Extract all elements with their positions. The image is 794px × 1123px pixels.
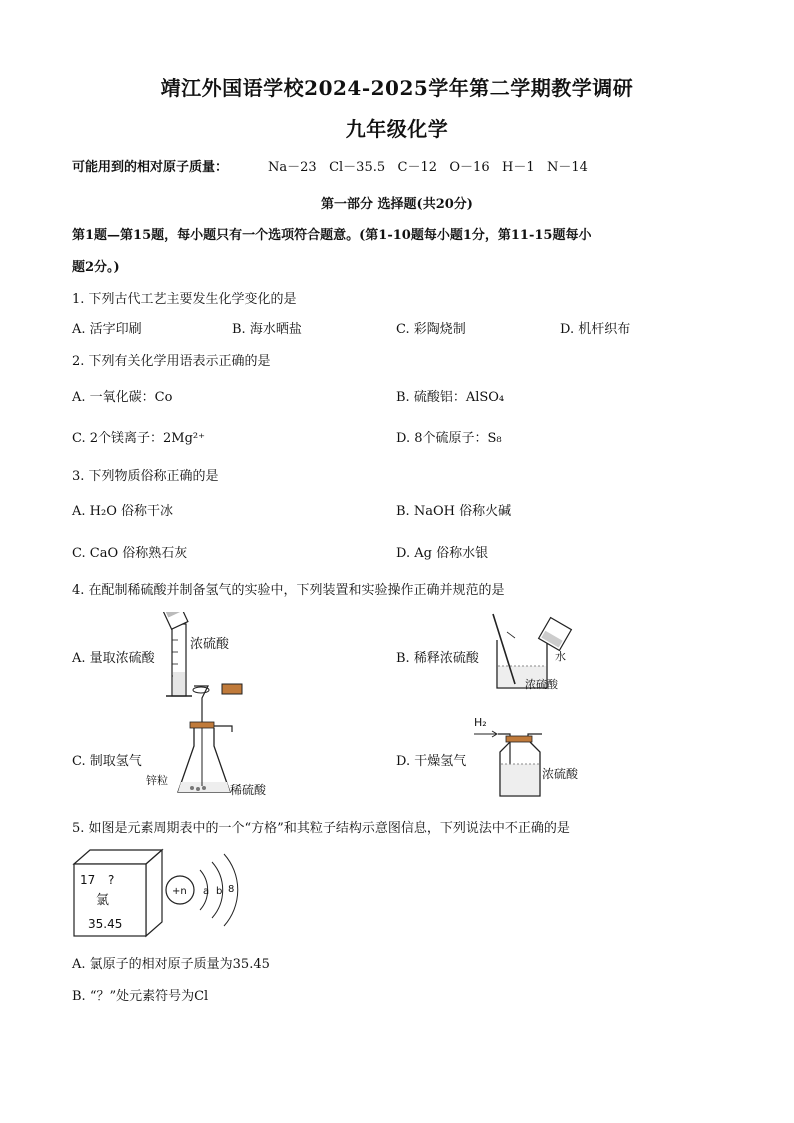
q1-option-d: D. 机杆织布	[560, 322, 631, 337]
q2-option-a: A. 一氧化碳：Co	[72, 390, 173, 405]
question-5-stem: 5. 如图是元素周期表中的一个“方格”和其粒子结构示意图信息，下列说法中不正确的是	[72, 821, 570, 836]
figure-dilute-acid	[485, 610, 595, 696]
label-conc-acid-a: 浓硫酸	[190, 637, 230, 652]
q1-option-a: A. 活字印刷	[72, 322, 142, 337]
q5-option-a: A. 氯原子的相对原子质量为35.45	[72, 957, 270, 972]
instructions-line-2: 题2分。)	[72, 260, 120, 275]
q1-option-b: B. 海水晒盐	[232, 322, 302, 337]
figure-periodic-tile-and-atom	[70, 848, 260, 940]
tile-symbol: ?	[108, 873, 115, 887]
q1-option-c: C. 彩陶烧制	[396, 322, 466, 337]
q5-option-b: B. “？”处元素符号为Cl	[72, 989, 209, 1004]
q3-option-a: A. H₂O 俗称干冰	[72, 504, 173, 519]
atom-shell-b: b	[216, 886, 223, 897]
instructions-line-1: 第1题—第15题，每小题只有一个选项符合题意。(第1-10题每小题1分，第11-15题每小	[72, 228, 592, 243]
question-1-stem: 1. 下列古代工艺主要发生化学变化的是	[72, 292, 297, 307]
q4-option-c: C. 制取氢气	[72, 754, 142, 769]
question-2-stem: 2. 下列有关化学用语表示正确的是	[72, 354, 271, 369]
q2-option-b: B. 硫酸铝：AlSO₄	[396, 390, 505, 405]
atom-shell-a: a	[203, 886, 210, 897]
page-subtitle: 九年级化学	[345, 117, 449, 141]
q2-option-c: C. 2个镁离子：2Mg²⁺	[72, 431, 205, 446]
figure-make-hydrogen	[140, 684, 300, 804]
label-water-b: 水	[555, 650, 566, 663]
question-3-stem: 3. 下列物质俗称正确的是	[72, 469, 219, 484]
label-conc-acid-d: 浓硫酸	[542, 767, 579, 781]
label-zinc: 锌粒	[146, 774, 168, 787]
masses-label: 可能用到的相对原子质量：	[72, 160, 229, 175]
tile-atomic-mass: 35.45	[88, 917, 123, 931]
q4-option-b: B. 稀释浓硫酸	[396, 651, 479, 666]
tile-atomic-number: 17	[80, 873, 96, 887]
q3-option-c: C. CaO 俗称熟石灰	[72, 546, 188, 561]
q4-option-a: A. 量取浓硫酸	[72, 651, 155, 666]
question-4-stem: 4. 在配制稀硫酸并制备氢气的实验中，下列装置和实验操作正确并规范的是	[72, 583, 505, 598]
atom-shell-c: 8	[228, 884, 235, 895]
label-dilute-acid-c: 稀硫酸	[230, 783, 267, 797]
masses-values: Na－23 Cl－35.5 C－12 O－16 H－1 N－14	[268, 160, 588, 175]
q2-option-d: D. 8个硫原子：S₈	[396, 431, 502, 446]
tile-element-name: 氯	[96, 893, 110, 908]
label-h2: H₂	[474, 716, 487, 729]
q4-option-d: D. 干燥氢气	[396, 754, 467, 769]
label-conc-acid-b: 浓硫酸	[525, 678, 558, 691]
q3-option-d: D. Ag 俗称水银	[396, 546, 489, 561]
q3-option-b: B. NaOH 俗称火碱	[396, 504, 512, 519]
atom-nucleus: +n	[172, 886, 187, 897]
part-heading: 第一部分 选择题(共20分)	[321, 197, 473, 212]
figure-dry-hydrogen	[470, 712, 590, 804]
page-title: 靖江外国语学校2024-2025学年第二学期教学调研	[160, 76, 634, 100]
